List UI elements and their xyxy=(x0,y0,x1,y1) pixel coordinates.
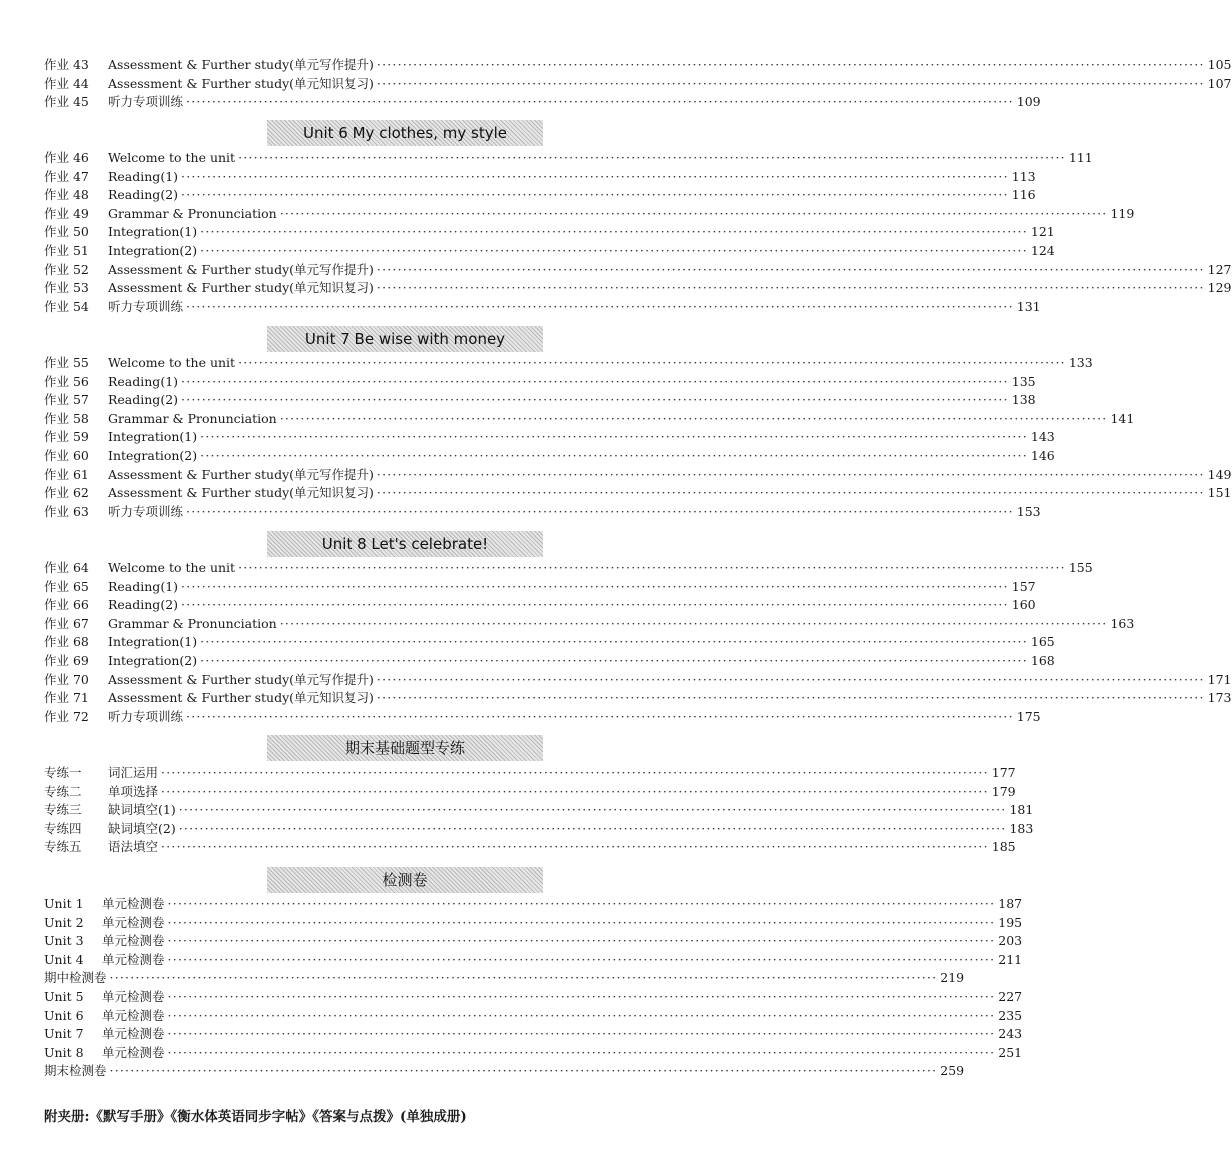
entry-title: Integration(2) xyxy=(108,447,198,463)
entry-title: 单元检测卷 xyxy=(102,951,165,967)
dot-leader: ································································································································································ xyxy=(200,242,1028,258)
section-heading-text: Unit 7 Be wise with money xyxy=(304,330,506,348)
entry-number: 作业 62 xyxy=(44,485,89,501)
dot-leader: ································································································································································ xyxy=(376,280,1205,296)
toc-entry xyxy=(44,373,1036,392)
entry-title: Reading(1) xyxy=(108,373,179,389)
entry-number: 作业 44 xyxy=(44,75,89,91)
dot-leader: ································································································································································ xyxy=(238,150,1066,165)
entry-page-number: 129 xyxy=(1207,280,1232,296)
dot-leader: ································································································································································ xyxy=(161,783,989,799)
entry-page-number: 171 xyxy=(1207,671,1232,687)
entry-title: 单元检测卷 xyxy=(102,933,165,949)
dot-leader: ································································································································································ xyxy=(376,75,1205,91)
entry-title: Integration(2) xyxy=(108,242,198,258)
entry-page-number: 121 xyxy=(1030,224,1055,240)
dot-leader: ································································································································································ xyxy=(238,355,1066,370)
toc-entry xyxy=(44,447,1055,466)
entry-page-number: 259 xyxy=(940,1063,965,1079)
entry-title: 期中检测卷 xyxy=(44,970,107,986)
entry-number: 作业 70 xyxy=(44,671,89,687)
section-heading-text: 检测卷 xyxy=(382,871,428,889)
toc-entry xyxy=(44,801,1034,820)
entry-page-number: 119 xyxy=(1110,205,1135,221)
entry-title: Welcome to the unit xyxy=(108,560,236,575)
dot-leader: ································································································································································ xyxy=(200,447,1028,463)
toc-entry xyxy=(44,1062,965,1081)
dot-leader: ································································································································································ xyxy=(279,615,1108,631)
toc-entry xyxy=(44,484,1232,503)
toc-entry xyxy=(44,354,1093,373)
entry-title: Assessment & Further study(单元知识复习) xyxy=(108,280,374,296)
entry-number: 作业 72 xyxy=(44,708,89,724)
toc-entry xyxy=(44,1025,1023,1044)
entry-title: Assessment & Further study(单元知识复习) xyxy=(108,690,374,706)
toc-entry xyxy=(44,708,1041,727)
entry-number: Unit 4 xyxy=(44,951,84,967)
entry-title: 单元检测卷 xyxy=(102,896,165,911)
entry-page-number: 135 xyxy=(1011,373,1036,389)
entry-page-number: 127 xyxy=(1207,261,1232,277)
entry-number: Unit 6 xyxy=(44,1007,84,1023)
toc-group-unit8 xyxy=(44,559,1232,726)
entry-page-number: 175 xyxy=(1016,708,1041,724)
toc-group-final-practice xyxy=(44,764,1034,857)
dot-leader: ································································································································································ xyxy=(376,485,1205,501)
dot-leader: ································································································································································ xyxy=(109,1063,938,1079)
dot-leader: ································································································································································ xyxy=(200,429,1028,445)
dot-leader: ································································································································································ xyxy=(167,933,996,949)
toc-entry xyxy=(44,410,1135,429)
entry-page-number: 173 xyxy=(1207,690,1232,706)
entry-page-number: 185 xyxy=(991,839,1016,855)
toc-entry xyxy=(44,205,1135,224)
entry-page-number: 211 xyxy=(998,951,1023,967)
dot-leader: ································································································································································ xyxy=(376,57,1205,72)
entry-title: Assessment & Further study(单元知识复习) xyxy=(108,485,374,501)
dot-leader: ································································································································································ xyxy=(186,298,1014,314)
dot-leader: ································································································································································ xyxy=(167,1007,996,1023)
entry-number: Unit 8 xyxy=(44,1044,84,1060)
toc-entry xyxy=(44,559,1093,578)
entry-number: 专练二 xyxy=(44,783,82,799)
entry-page-number: 111 xyxy=(1068,150,1093,165)
entry-number: 作业 56 xyxy=(44,373,89,389)
entry-title: Welcome to the unit xyxy=(108,355,236,370)
toc-entry xyxy=(44,1044,1023,1063)
entry-page-number: 107 xyxy=(1207,75,1232,91)
dot-leader: ································································································································································ xyxy=(376,671,1205,687)
toc-entry xyxy=(44,838,1016,857)
entry-title: 词汇运用 xyxy=(108,765,159,780)
entry-number: 作业 68 xyxy=(44,634,89,650)
dot-leader: ································································································································································ xyxy=(238,560,1066,575)
entry-page-number: 109 xyxy=(1016,94,1041,110)
section-heading-text: Unit 8 Let's celebrate! xyxy=(321,535,489,553)
section-heading-unit8 xyxy=(267,531,543,557)
dot-leader: ································································································································································ xyxy=(181,392,1009,408)
entry-page-number: 177 xyxy=(991,765,1016,780)
entry-number: 作业 64 xyxy=(44,560,89,575)
entry-title: Reading(1) xyxy=(108,168,179,184)
entry-title: Assessment & Further study(单元写作提升) xyxy=(108,261,374,277)
dot-leader: ································································································································································ xyxy=(181,597,1009,613)
entry-page-number: 235 xyxy=(998,1007,1023,1023)
entry-page-number: 251 xyxy=(998,1044,1023,1060)
entry-number: Unit 2 xyxy=(44,914,84,930)
entry-number: 作业 51 xyxy=(44,242,89,258)
entry-title: 缺词填空(2) xyxy=(108,820,176,836)
entry-number: 作业 45 xyxy=(44,94,89,110)
entry-page-number: 133 xyxy=(1068,355,1093,370)
entry-title: 期末检测卷 xyxy=(44,1063,107,1079)
entry-title: 听力专项训练 xyxy=(108,94,184,110)
entry-title: Reading(2) xyxy=(108,392,179,408)
entry-title: Integration(2) xyxy=(108,652,198,668)
entry-page-number: 183 xyxy=(1009,820,1034,836)
toc-group-unit6 xyxy=(44,149,1232,316)
entry-title: Grammar & Pronunciation xyxy=(108,205,277,221)
supplement-note: 附夹册:《默写手册》《衡水体英语同步字帖》《答案与点拨》(单独成册) xyxy=(44,1109,467,1125)
entry-page-number: 243 xyxy=(998,1026,1023,1042)
dot-leader: ································································································································································ xyxy=(186,94,1014,110)
entry-number: 作业 57 xyxy=(44,392,89,408)
entry-number: 作业 61 xyxy=(44,466,89,482)
toc-entry xyxy=(44,261,1232,280)
toc-entry xyxy=(44,149,1093,168)
entry-title: Assessment & Further study(单元写作提升) xyxy=(108,671,374,687)
entry-page-number: 149 xyxy=(1207,466,1232,482)
toc-entry xyxy=(44,951,1023,970)
entry-title: 听力专项训练 xyxy=(108,708,184,724)
entry-page-number: 195 xyxy=(998,914,1023,930)
toc-entry xyxy=(44,914,1023,933)
section-heading-unit7 xyxy=(267,326,543,352)
entry-title: Assessment & Further study(单元写作提升) xyxy=(108,466,374,482)
entry-number: 作业 52 xyxy=(44,261,89,277)
dot-leader: ································································································································································ xyxy=(200,634,1028,650)
entry-number: 作业 49 xyxy=(44,205,89,221)
toc-entry xyxy=(44,168,1036,187)
toc-group-unit7 xyxy=(44,354,1232,521)
entry-page-number: 160 xyxy=(1011,597,1036,613)
dot-leader: ································································································································································ xyxy=(181,168,1009,184)
toc-entry xyxy=(44,186,1036,205)
section-heading-unit6 xyxy=(267,120,543,146)
entry-title: 单元检测卷 xyxy=(102,914,165,930)
entry-page-number: 181 xyxy=(1009,802,1034,818)
dot-leader: ································································································································································ xyxy=(186,503,1014,519)
dot-leader: ································································································································································ xyxy=(181,187,1009,203)
dot-leader: ································································································································································ xyxy=(376,690,1205,706)
dot-leader: ································································································································································ xyxy=(178,802,1007,818)
toc-entry xyxy=(44,428,1055,447)
entry-number: 作业 58 xyxy=(44,410,89,426)
toc-entry xyxy=(44,75,1232,94)
toc-entry xyxy=(44,783,1016,802)
entry-page-number: 155 xyxy=(1068,560,1093,575)
toc-entry xyxy=(44,93,1041,112)
dot-leader: ································································································································································ xyxy=(186,708,1014,724)
entry-page-number: 227 xyxy=(998,988,1023,1004)
entry-number: 作业 65 xyxy=(44,578,89,594)
entry-title: Assessment & Further study(单元知识复习) xyxy=(108,75,374,91)
toc-entry xyxy=(44,895,1023,914)
toc-entry xyxy=(44,298,1041,317)
entry-title: 听力专项训练 xyxy=(108,298,184,314)
entry-number: 作业 66 xyxy=(44,597,89,613)
entry-number: 作业 50 xyxy=(44,224,89,240)
toc-entry xyxy=(44,932,1023,951)
toc-entry xyxy=(44,671,1232,690)
entry-page-number: 138 xyxy=(1011,392,1036,408)
toc-entry xyxy=(44,503,1041,522)
entry-number: 作业 69 xyxy=(44,652,89,668)
entry-number: Unit 1 xyxy=(44,896,84,911)
entry-page-number: 146 xyxy=(1030,447,1055,463)
toc-entry xyxy=(44,242,1055,261)
toc-entry xyxy=(44,652,1055,671)
dot-leader: ································································································································································ xyxy=(167,896,996,911)
entry-page-number: 153 xyxy=(1016,503,1041,519)
entry-title: Grammar & Pronunciation xyxy=(108,615,277,631)
toc-entry xyxy=(44,615,1135,634)
dot-leader: ································································································································································ xyxy=(181,373,1009,389)
entry-title: 缺词填空(1) xyxy=(108,802,176,818)
entry-page-number: 168 xyxy=(1030,652,1055,668)
entry-page-number: 105 xyxy=(1207,57,1232,72)
dot-leader: ································································································································································ xyxy=(109,970,938,986)
dot-leader: ································································································································································ xyxy=(200,652,1028,668)
section-heading-text: Unit 6 My clothes, my style xyxy=(303,124,507,142)
entry-number: 作业 60 xyxy=(44,447,89,463)
entry-title: Reading(1) xyxy=(108,578,179,594)
entry-number: 作业 48 xyxy=(44,187,89,203)
toc-entry xyxy=(44,969,965,988)
entry-title: 语法填空 xyxy=(108,839,159,855)
dot-leader: ································································································································································ xyxy=(167,988,996,1004)
section-heading-text: 期末基础题型专练 xyxy=(344,739,465,757)
entry-number: Unit 3 xyxy=(44,933,84,949)
toc-entry xyxy=(44,391,1036,410)
toc-entry xyxy=(44,596,1036,615)
dot-leader: ································································································································································ xyxy=(181,578,1009,594)
entry-number: 作业 59 xyxy=(44,429,89,445)
entry-number: 作业 53 xyxy=(44,280,89,296)
entry-title: Reading(2) xyxy=(108,187,179,203)
dot-leader: ································································································································································ xyxy=(376,466,1205,482)
toc-group-tests xyxy=(44,895,1023,1081)
dot-leader: ································································································································································ xyxy=(167,914,996,930)
toc-entry xyxy=(44,689,1232,708)
entry-number: 专练五 xyxy=(44,839,82,855)
dot-leader: ································································································································································ xyxy=(279,410,1108,426)
dot-leader: ································································································································································ xyxy=(279,205,1108,221)
entry-page-number: 131 xyxy=(1016,298,1041,314)
entry-number: 作业 67 xyxy=(44,615,89,631)
entry-number: 作业 71 xyxy=(44,690,89,706)
entry-title: 单元检测卷 xyxy=(102,1026,165,1042)
toc-entry xyxy=(44,633,1055,652)
entry-page-number: 165 xyxy=(1030,634,1055,650)
entry-number: 专练四 xyxy=(44,820,82,836)
entry-number: Unit 7 xyxy=(44,1026,84,1042)
entry-title: Integration(1) xyxy=(108,429,198,445)
dot-leader: ································································································································································ xyxy=(161,765,989,780)
entry-page-number: 124 xyxy=(1030,242,1055,258)
entry-page-number: 163 xyxy=(1110,615,1135,631)
entry-number: 作业 43 xyxy=(44,57,89,72)
dot-leader: ································································································································································ xyxy=(200,224,1028,240)
entry-number: 作业 47 xyxy=(44,168,89,184)
toc-entry xyxy=(44,578,1036,597)
dot-leader: ································································································································································ xyxy=(167,1026,996,1042)
section-heading-tests xyxy=(267,867,543,893)
toc-entry xyxy=(44,820,1034,839)
toc-entry xyxy=(44,279,1232,298)
entry-page-number: 187 xyxy=(998,896,1023,911)
toc-group-unit5-tail xyxy=(44,56,1232,112)
entry-title: 单项选择 xyxy=(108,783,159,799)
dot-leader: ································································································································································ xyxy=(167,1044,996,1060)
entry-title: 单元检测卷 xyxy=(102,1044,165,1060)
entry-title: Integration(1) xyxy=(108,224,198,240)
entry-number: 作业 55 xyxy=(44,355,89,370)
entry-page-number: 219 xyxy=(940,970,965,986)
entry-page-number: 116 xyxy=(1011,187,1036,203)
entry-page-number: 179 xyxy=(991,783,1016,799)
entry-title: Assessment & Further study(单元写作提升) xyxy=(108,57,374,72)
entry-page-number: 157 xyxy=(1011,578,1036,594)
entry-page-number: 141 xyxy=(1110,410,1135,426)
entry-title: 听力专项训练 xyxy=(108,503,184,519)
dot-leader: ································································································································································ xyxy=(178,820,1007,836)
toc-entry xyxy=(44,764,1016,783)
toc-entry xyxy=(44,988,1023,1007)
entry-page-number: 143 xyxy=(1030,429,1055,445)
entry-number: 作业 54 xyxy=(44,298,89,314)
section-heading-final-practice xyxy=(267,735,543,761)
entry-page-number: 203 xyxy=(998,933,1023,949)
dot-leader: ································································································································································ xyxy=(167,951,996,967)
entry-number: 作业 46 xyxy=(44,150,89,165)
toc-entry xyxy=(44,466,1232,485)
entry-title: 单元检测卷 xyxy=(102,1007,165,1023)
entry-title: Grammar & Pronunciation xyxy=(108,410,277,426)
dot-leader: ································································································································································ xyxy=(161,839,989,855)
entry-number: 作业 63 xyxy=(44,503,89,519)
entry-number: Unit 5 xyxy=(44,988,84,1004)
toc-entry xyxy=(44,1007,1023,1026)
entry-number: 专练三 xyxy=(44,802,82,818)
entry-page-number: 113 xyxy=(1011,168,1036,184)
entry-page-number: 151 xyxy=(1207,485,1232,501)
entry-number: 专练一 xyxy=(44,765,82,780)
entry-title: Reading(2) xyxy=(108,597,179,613)
entry-title: Welcome to the unit xyxy=(108,150,236,165)
toc-entry xyxy=(44,223,1055,242)
toc-entry xyxy=(44,56,1232,75)
dot-leader: ································································································································································ xyxy=(376,261,1205,277)
entry-title: 单元检测卷 xyxy=(102,988,165,1004)
entry-title: Integration(1) xyxy=(108,634,198,650)
